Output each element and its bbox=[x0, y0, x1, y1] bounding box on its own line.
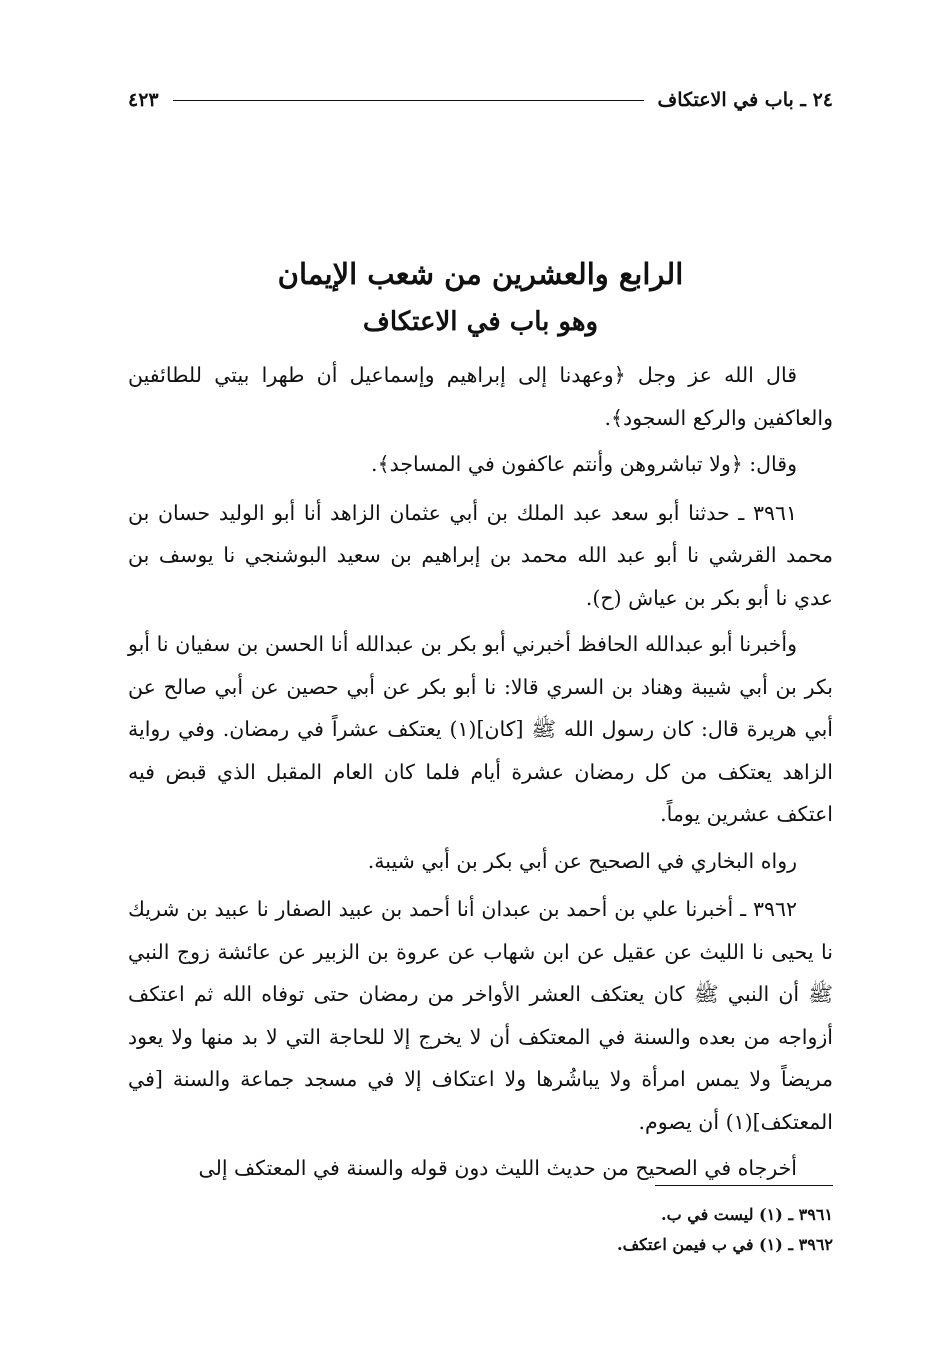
page-number: ٤٢٣ bbox=[128, 89, 159, 111]
paragraph-hadith-3961-chain: وأخبرنا أبو عبدالله الحافظ أخبرني أبو بكر بن عبدالله أنا الحسن بن سفيان نا أبو بكر بن أبي شيبة وهناد بن السري قالا: نا أبو بكر عن أبي حصين عن أبي صالح عن أبي هريرة قال: كان رسول الله ﷺ [كان](١) يعتكف عشراً في رمضان. وفي رواية الزاهد يعتكف من كل رمضان عشرة أيام فلما كان العام المقبل الذي قبض فيه اعتكف عشرين يوماً. bbox=[128, 632, 833, 826]
paragraph-quran-verse-2: وقال: ﴿ولا تباشروهن وأنتم عاكفون في المساجد﴾. bbox=[371, 452, 797, 476]
paragraph-quran-verse-1: قال الله عز وجل ﴿وعهدنا إلى إبراهيم وإسماعيل أن طهرا بيتي للطائفين والعاكفين والركع السجود﴾. bbox=[128, 363, 833, 430]
section-title: ٢٤ ـ باب في الاعتكاف bbox=[657, 89, 833, 111]
footnote-rule bbox=[655, 1185, 833, 1186]
footnote-3961: ٣٩٦١ ـ (١) ليست في ب. bbox=[661, 1205, 833, 1224]
footnote-3962: ٣٩٦٢ ـ (١) في ب فيمن اعتكف. bbox=[617, 1235, 833, 1254]
paragraph-hadith-3961: ٣٩٦١ ـ حدثنا أبو سعد عبد الملك بن أبي عثمان الزاهد أنا أبو الوليد حسان بن محمد القرشي نا أبو عبد الله محمد بن إبراهيم بن سعيد البوشنجي نا يوسف بن عدي نا أبو بكر بن عياش (ح). bbox=[128, 500, 833, 610]
header-rule bbox=[173, 100, 644, 101]
paragraph-hadith-3962: ٣٩٦٢ ـ أخبرنا علي بن أحمد بن عبدان أنا أحمد بن عبيد الصفار نا عبيد بن شريك نا يحيى نا الليث عن عقيل عن ابن شهاب عن عروة بن الزبير عن عائشة زوج النبي ﷺ أن النبي ﷺ كان يعتكف العشر الأواخر من رمضان حتى توفاه الله ثم اعتكف أزواجه من بعده والسنة في المعتكف أن لا يخرج إلا للحاجة التي لا بد منها ولا يعود مريضاً ولا يمس امرأة ولا يباشُرها ولا اعتكاف إلا في مسجد جماعة والسنة [في المعتكف](١) أن يصوم. bbox=[128, 897, 833, 1134]
body-text bbox=[128, 354, 833, 1194]
chapter-subtitle: وهو باب في الاعتكاف bbox=[362, 307, 599, 337]
paragraph-takhrij: أخرجاه في الصحيح من حديث الليث دون قوله والسنة في المعتكف إلى bbox=[198, 1156, 797, 1180]
paragraph-bukhari-note: رواه البخاري في الصحيح عن أبي بكر بن أبي شيبة. bbox=[367, 848, 797, 873]
chapter-title: الرابع والعشرين من شعب الإيمان bbox=[277, 257, 684, 291]
running-header bbox=[128, 84, 833, 116]
footnotes bbox=[128, 1200, 833, 1260]
